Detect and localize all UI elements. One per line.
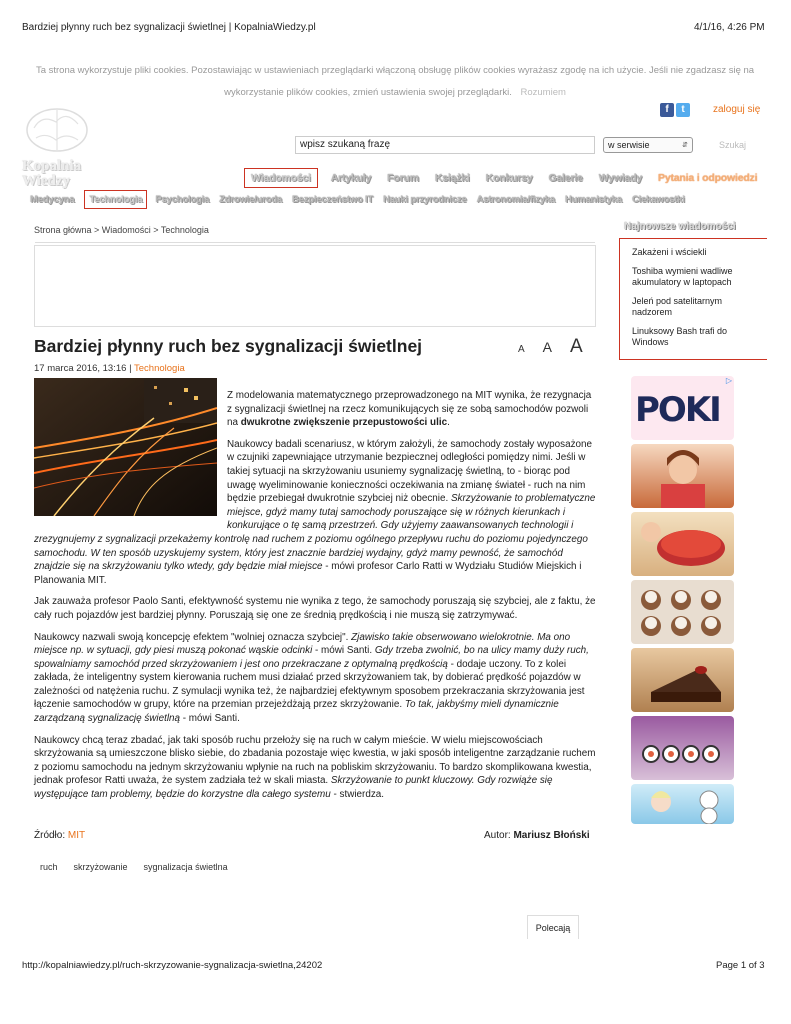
paragraph-4: Naukowcy nazwali swoją koncepcję efektem "wolniej oznacza szybciej". Zjawisko takie obserwowano wielokrotnie. Ma ono miejsce np. w sytuacji, gdy piesi muszą pokonać wąskie odcinki - mówi Santi. Gdy trzeba zwolnić, bo na ulicy mamy duży ruch, spowalniamy samochód przed skrzyżowaniem i jest ono przekraczane z optymalną prędkością - dodaje uczony. To z kolei zakłada, że inteligentny system kierowania ruchem musi działać przed skrzyżowaniem tak, by dobierać prędkość pojazdów w zależności od natężenia ruchu. Z symulacji wynika też, że najbardziej efektywnym sposobem przekraczania skrzyżowania jest łączenie samochodów w grupy, które na przemian przejeżdżają przez skrzyżowanie. To tak, jakbyśmy mieli dynamicznie zarządzaną sygnalizację świetlną - mówi Santi.: [34, 631, 589, 725]
cat-bezpieczenstwo[interactable]: Bezpieczeństwo IT: [292, 194, 374, 205]
article-meta: [34, 363, 185, 374]
font-size-controls: [518, 336, 583, 358]
cat-technologia[interactable]: Technologia: [84, 190, 147, 209]
search-button[interactable]: Szukaj: [719, 140, 747, 150]
game-thumbnail[interactable]: [631, 512, 734, 576]
tag-link[interactable]: sygnalizacja świetlna: [143, 862, 228, 872]
logo-text-line2: Wiedzy: [22, 173, 71, 189]
site-logo[interactable]: [22, 104, 92, 189]
font-large-button[interactable]: A: [570, 336, 583, 357]
latest-news-header: Najnowsze wiadomości: [624, 221, 736, 232]
cat-psychologia[interactable]: Psychologia: [155, 194, 210, 205]
author-name: Mariusz Błoński: [513, 830, 590, 841]
print-page-number: Page 1 of 3: [716, 960, 765, 971]
article-tags: [40, 862, 228, 872]
news-item[interactable]: Linuksowy Bash trafi do Windows: [632, 326, 728, 347]
cookie-notice: [30, 60, 760, 104]
poki-logo: POKI: [635, 390, 720, 430]
article-body: [34, 389, 597, 810]
tag-link[interactable]: skrzyżowanie: [73, 862, 128, 872]
cat-astronomia[interactable]: Astronomia/fizyka: [476, 194, 556, 205]
cooking-girl-image: [631, 444, 734, 508]
print-datetime: 4/1/16, 4:26 PM: [694, 22, 765, 33]
nav-forum[interactable]: Forum: [387, 172, 419, 184]
cookie-accept-link[interactable]: Rozumiem: [520, 87, 566, 98]
cat-medycyna[interactable]: Medycyna: [30, 194, 75, 205]
latest-news-list: [619, 238, 767, 360]
author-label: Autor:: [484, 830, 511, 841]
article-title: Bardziej płynny ruch bez sygnalizacji świetlnej: [34, 336, 423, 356]
nav-artykuly[interactable]: Artykuły: [330, 172, 372, 184]
nav-pytania[interactable]: Pytania i odpowiedzi: [658, 172, 758, 184]
article-source: [34, 830, 85, 841]
font-medium-button[interactable]: A: [542, 339, 553, 355]
sushi-image: [631, 716, 734, 780]
photo-spacer: [34, 389, 227, 530]
login-link[interactable]: zaloguj się: [713, 104, 761, 115]
twitter-icon[interactable]: t: [676, 103, 690, 117]
article-author: [484, 830, 590, 841]
game-thumbnail[interactable]: [631, 580, 734, 644]
news-item[interactable]: Toshiba wymieni wadliwe akumulatory w laptopach: [632, 266, 733, 287]
source-link[interactable]: MIT: [67, 830, 86, 841]
select-arrows-icon: ⇵: [682, 142, 688, 149]
article-category-link[interactable]: Technologia: [134, 363, 185, 374]
game-thumbnail[interactable]: [631, 444, 734, 508]
cake-image: [631, 512, 734, 576]
main-nav: [244, 168, 773, 188]
breadcrumb[interactable]: Strona główna > Wiadomości > Technologia: [34, 225, 209, 235]
paragraph-5: Naukowcy chcą teraz zbadać, jak taki sposób ruchu przełoży się na ruch w całym mieście. W wielu miejscowościach skrzyżowania są umieszczone blisko siebie, do zbadania pozostaje więc kwestia, w jaki sposób inteligentne zarządzanie ruchem z poziomu samochodu na jednym skrzyżowaniu wpłynie na ruch na pobliskim skrzyżowaniu. To bardzo skomplikowana kwestia, jednak profesor Ratti uważa, że system zadziała też w skali miasta. Skrzyżowanie to punkt kluczowy. Gdy rozwiąże się występujące tam problemy, będzie do korzystne dla całego systemu - stwierdza.: [34, 734, 596, 801]
facebook-icon[interactable]: f: [660, 103, 674, 117]
cookie-text: Ta strona wykorzystuje pliki cookies. Pozostawiając w ustawieniach przeglądarki włączoną obsługę plików cookies wyrażasz zgodę na ich użycie. Jeśli nie zgadzasz się na wykorzystanie plików cookies, zmień ustawienia swojej przeglądarki.: [35, 65, 755, 98]
print-page-title: Bardziej płynny ruch bez sygnalizacji świetlnej | KopalniaWiedzy.pl: [22, 22, 316, 33]
nav-galerie[interactable]: Galerie: [548, 172, 583, 184]
font-small-button[interactable]: A: [518, 344, 525, 355]
print-url: http://kopalniawiedzy.pl/ruch-skrzyzowanie-sygnalizacja-swietlna,24202: [22, 960, 323, 971]
paragraph-3: Jak zauważa profesor Paolo Santi, efektywność systemu nie wynika z tego, że samochody poruszają się szybciej, ale z faktu, że cały ruch pojazdów jest bardziej płynny. Poruszają się one ze średnią prędkością i nie muszą się zatrzymywać.: [34, 596, 596, 621]
search-scope-select[interactable]: [603, 137, 693, 153]
nav-wiadomosci[interactable]: Wiadomości: [244, 168, 318, 188]
news-item[interactable]: Zakażeni i wściekli: [632, 247, 707, 257]
ad-placeholder: [34, 245, 596, 327]
source-label: Źródło:: [34, 830, 66, 841]
frozen-characters-image: [631, 784, 734, 824]
logo-text-line1: Kopalnia: [22, 158, 82, 174]
brain-logo-icon: [22, 104, 92, 154]
search-input[interactable]: wpisz szukaną frazę: [295, 136, 595, 154]
paragraph-1: Z modelowania matematycznego przeprowadzonego na MIT wynika, że rezygnacja z sygnalizacji świetlnej na rzecz komunikujących się ze sobą samochodów pozwoli na dwukrotne zwiększenie przepustowości ulic.: [227, 390, 592, 429]
game-thumbnail[interactable]: [631, 648, 734, 712]
cat-zdrowie[interactable]: Zdrowie/uroda: [219, 194, 283, 205]
poki-ad-tile[interactable]: [631, 376, 734, 440]
news-item[interactable]: Jeleń pod satelitarnym nadzorem: [632, 296, 723, 317]
game-ad-column[interactable]: [631, 376, 734, 828]
cat-ciekawostki[interactable]: Ciekawostki: [631, 194, 685, 205]
nav-wywiady[interactable]: Wywiady: [598, 172, 643, 184]
nav-konkursy[interactable]: Konkursy: [485, 172, 533, 184]
game-thumbnail[interactable]: [631, 716, 734, 780]
social-links: [660, 103, 690, 117]
meta-separator: |: [129, 363, 132, 374]
tag-link[interactable]: ruch: [40, 862, 58, 872]
chocolate-cake-image: [631, 648, 734, 712]
category-nav: [30, 190, 695, 209]
cat-humanistyka[interactable]: Humanistyka: [565, 194, 622, 205]
game-thumbnail[interactable]: [631, 784, 734, 824]
recommend-tab[interactable]: Polecają: [527, 915, 579, 939]
ad-info-icon[interactable]: ▷: [725, 376, 732, 385]
paragraph-2: Naukowcy badali scenariusz, w którym założyli, że samochody zostały wyposażone w czujniki zapewniające utrzymanie bezpiecznej odległości pomiędzy nimi. Jeśli w takiej sytuacji na skrzyżowaniu usuniemy sygnalizację świetlną, to - biorąc pod uwagę wyeliminowanie konieczności oczekiwania na zmianę świateł - ruch na nim będzie przebiegał dwukrotnie szybciej niż obecnie. Skrzyżowanie to problematyczne miejsce, gdyż mamy tutaj samochody poruszające się w różnych kierunkach i konkurujące o tę samą przestrzeń. Gdy użyjemy zaawansowanych technologii i zrezygnujemy z sygnalizacji przekażemy kontrolę nad ruchem z poziomu ogólnego przepływu ruchu do poziomu pojedynczego samochodu. W ten sposób uzyskujemy system, który jest znacznie bardziej wydajny, gdyż mamy pewność, że samochód znajdzie się na skrzyżowaniu tylko wtedy, gdy będzie miał miejsce - mówi profesor Carlo Ratti w Wydziału Studiów Miejskich i Planowania MIT.: [34, 438, 596, 586]
article-date: 17 marca 2016, 13:16: [34, 363, 127, 374]
cupcakes-image: [631, 580, 734, 644]
cat-nauki-przyrodnicze[interactable]: Nauki przyrodnicze: [383, 194, 467, 205]
nav-ksiazki[interactable]: Książki: [434, 172, 470, 184]
search-scope-value: w serwisie: [608, 140, 650, 150]
